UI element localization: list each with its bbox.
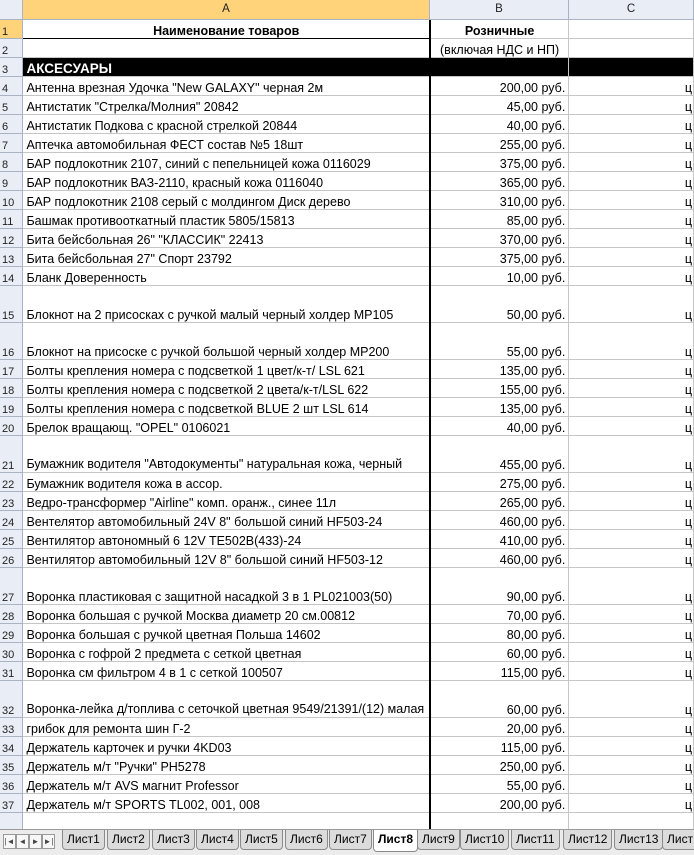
cell[interactable]: ц xyxy=(569,491,694,510)
table-row xyxy=(0,717,694,736)
cell[interactable]: ц xyxy=(569,567,694,604)
price-cell[interactable]: 60,00 руб. xyxy=(430,642,569,661)
cell[interactable]: ц xyxy=(569,755,694,774)
price-cell[interactable]: 200,00 руб. xyxy=(430,793,569,812)
row-header[interactable]: 18 xyxy=(0,378,23,397)
table-row xyxy=(0,491,694,510)
cell-grid[interactable] xyxy=(0,20,694,829)
first-sheet-icon[interactable]: |◄ xyxy=(3,834,16,849)
product-name-cell[interactable]: Башмак противооткатный пластик 5805/15813 xyxy=(23,209,430,228)
row-header[interactable]: 34 xyxy=(0,736,23,755)
price-cell[interactable]: 115,00 руб. xyxy=(430,736,569,755)
table-row xyxy=(0,76,694,95)
table-row xyxy=(0,529,694,548)
table-row xyxy=(0,472,694,491)
sheet-tab[interactable]: Лист12 xyxy=(563,830,612,850)
price-cell[interactable]: 135,00 руб. xyxy=(430,359,569,378)
cell[interactable]: ц xyxy=(569,114,694,133)
table-row xyxy=(0,680,694,717)
price-cell[interactable]: 40,00 руб. xyxy=(430,114,569,133)
product-name-cell[interactable]: Блокнот на 2 присосках с ручкой малый черный холдер MP105 xyxy=(23,285,430,322)
price-cell[interactable]: 55,00 руб. xyxy=(430,322,569,359)
price-cell[interactable]: 255,00 руб. xyxy=(430,133,569,152)
row-header[interactable]: 10 xyxy=(0,190,23,209)
product-name-cell[interactable]: Антистатик "Стрелка/Молния" 20842 xyxy=(23,95,430,114)
sheet-tab[interactable]: Лист10 xyxy=(460,830,509,850)
cell[interactable] xyxy=(23,38,430,57)
price-cell[interactable]: 20,00 руб. xyxy=(430,717,569,736)
price-cell[interactable]: 310,00 руб. xyxy=(430,190,569,209)
price-cell[interactable]: 45,00 руб. xyxy=(430,95,569,114)
table-row xyxy=(0,190,694,209)
price-cell[interactable]: 80,00 руб. xyxy=(430,623,569,642)
table-row xyxy=(0,247,694,266)
table-row xyxy=(0,322,694,359)
price-cell[interactable]: 375,00 руб. xyxy=(430,152,569,171)
section-title[interactable]: АКСЕСУАРЫ xyxy=(23,57,430,76)
row-header[interactable]: 3 xyxy=(0,57,23,76)
row-header[interactable]: 16 xyxy=(0,322,23,359)
product-name-cell[interactable]: Держатель м/т "Ручки" PH5278 xyxy=(23,755,430,774)
table-row xyxy=(0,285,694,322)
price-cell[interactable]: 40,00 руб. xyxy=(430,416,569,435)
cell[interactable]: ц xyxy=(569,548,694,567)
sheet-tab[interactable]: Лист2 xyxy=(107,830,150,850)
table-row xyxy=(0,228,694,247)
price-cell[interactable]: 265,00 руб. xyxy=(430,491,569,510)
row-header[interactable]: 32 xyxy=(0,680,23,717)
cell[interactable]: ц xyxy=(569,171,694,190)
row-header[interactable]: 1 xyxy=(0,20,23,38)
price-cell[interactable]: 455,00 руб. xyxy=(430,435,569,472)
price-cell[interactable]: 250,00 руб. xyxy=(430,755,569,774)
cell[interactable]: ц xyxy=(569,76,694,95)
product-name-cell[interactable]: Воронка см фильтром 4 в 1 с сеткой 100507 xyxy=(23,661,430,680)
table-row xyxy=(0,510,694,529)
cell[interactable]: ц xyxy=(569,247,694,266)
product-name-cell[interactable]: Бумажник водителя "Автодокументы" натуральная кожа, черный xyxy=(23,435,430,472)
product-name-cell[interactable]: Ведро-трансформер "Airline" комп. оранж., синее 11л xyxy=(23,491,430,510)
product-name-cell[interactable]: Держатель карточек и ручки 4KD03 xyxy=(23,736,430,755)
product-name-cell[interactable]: БАР подлокотник 2107, синий с пепельницей кожа 0116029 xyxy=(23,152,430,171)
row-header[interactable]: 33 xyxy=(0,717,23,736)
product-name-cell[interactable]: БАР подлокотник 2108 серый с молдингом Диск дерево xyxy=(23,190,430,209)
table-row xyxy=(0,378,694,397)
column-header-a[interactable]: A xyxy=(23,0,430,20)
table-row xyxy=(0,133,694,152)
row-header[interactable]: 8 xyxy=(0,152,23,171)
product-name-cell[interactable]: Болты крепления номера с подсветкой BLUE 2 шт LSL 614 xyxy=(23,397,430,416)
cell[interactable]: ц xyxy=(569,736,694,755)
product-name-cell[interactable]: Бита бейсбольная 26" "КЛАССИК" 22413 xyxy=(23,228,430,247)
table-row xyxy=(0,114,694,133)
sheet-tab[interactable]: Лист11 xyxy=(511,830,560,850)
cell[interactable]: ц xyxy=(569,228,694,247)
price-cell[interactable]: 370,00 руб. xyxy=(430,228,569,247)
price-cell[interactable]: 90,00 руб. xyxy=(430,567,569,604)
row-header[interactable]: 13 xyxy=(0,247,23,266)
table-row xyxy=(0,793,694,812)
product-name-cell[interactable]: Антенна врезная Удочка "New GALAXY" черная 2м xyxy=(23,76,430,95)
product-name-cell[interactable]: Воронка большая с ручкой Москва диаметр 20 см.00812 xyxy=(23,604,430,623)
sheet-tab[interactable]: Лист7 xyxy=(329,830,372,850)
table-row xyxy=(0,604,694,623)
cell[interactable]: ц xyxy=(569,472,694,491)
product-name-cell[interactable]: Бланк Доверенность xyxy=(23,266,430,285)
price-cell[interactable]: 85,00 руб. xyxy=(430,209,569,228)
cell[interactable]: ц xyxy=(569,642,694,661)
row-header[interactable] xyxy=(0,812,23,829)
price-cell[interactable]: 275,00 руб. xyxy=(430,472,569,491)
table-row xyxy=(0,755,694,774)
price-cell[interactable]: 460,00 руб. xyxy=(430,510,569,529)
sheet-tab[interactable]: Лист5 xyxy=(240,830,283,850)
table-row xyxy=(0,548,694,567)
cell[interactable]: ц xyxy=(569,322,694,359)
cell[interactable]: ц xyxy=(569,793,694,812)
row-header[interactable]: 26 xyxy=(0,548,23,567)
product-name-cell[interactable]: БАР подлокотник ВАЗ-2110, красный кожа 0116040 xyxy=(23,171,430,190)
cell[interactable]: ц xyxy=(569,680,694,717)
price-cell[interactable]: 55,00 руб. xyxy=(430,774,569,793)
price-cell[interactable]: 365,00 руб. xyxy=(430,171,569,190)
cell[interactable]: ц xyxy=(569,623,694,642)
last-sheet-icon[interactable]: ►| xyxy=(42,834,55,849)
product-name-cell[interactable]: Болты крепления номера с подсветкой 1 цвет/к-т/ LSL 621 xyxy=(23,359,430,378)
price-cell[interactable]: 60,00 руб. xyxy=(430,680,569,717)
cell[interactable] xyxy=(569,57,694,76)
table-row xyxy=(0,266,694,285)
sheet-tab[interactable]: Лист9 xyxy=(417,830,460,850)
cell[interactable]: ц xyxy=(569,416,694,435)
row-header[interactable]: 21 xyxy=(0,435,23,472)
price-cell[interactable]: 135,00 руб. xyxy=(430,397,569,416)
row-header[interactable]: 24 xyxy=(0,510,23,529)
cell[interactable]: ц xyxy=(569,397,694,416)
product-name-cell[interactable]: Антистатик Подкова с красной стрелкой 20844 xyxy=(23,114,430,133)
table-row xyxy=(0,95,694,114)
cell-header-name[interactable]: Наименование товаров xyxy=(23,20,430,38)
row-header[interactable]: 14 xyxy=(0,266,23,285)
table-row xyxy=(0,774,694,793)
cell[interactable]: ц xyxy=(569,604,694,623)
table-row xyxy=(0,812,694,829)
product-name-cell[interactable] xyxy=(23,812,430,829)
table-row xyxy=(0,359,694,378)
row-header[interactable]: 29 xyxy=(0,623,23,642)
cell[interactable]: ц xyxy=(569,774,694,793)
product-name-cell[interactable]: Держатель м/т SPORTS TL002, 001, 008 xyxy=(23,793,430,812)
product-name-cell[interactable]: Аптечка автомобильная ФЕСТ состав №5 18шт xyxy=(23,133,430,152)
cell[interactable]: ц xyxy=(569,529,694,548)
price-cell[interactable]: 155,00 руб. xyxy=(430,378,569,397)
product-name-cell[interactable]: Вентилятор автономный 6 12V TE502B(433)-24 xyxy=(23,529,430,548)
product-name-cell[interactable]: Вентелятор автомобильный 24V 8" большой синий HF503-24 xyxy=(23,510,430,529)
cell[interactable] xyxy=(569,38,694,57)
product-name-cell[interactable]: Воронка большая с ручкой цветная Польша 14602 xyxy=(23,623,430,642)
row-header[interactable]: 28 xyxy=(0,604,23,623)
sheet-tab[interactable]: Лист1 xyxy=(62,830,105,850)
cell[interactable]: ц xyxy=(569,285,694,322)
row-header[interactable]: 23 xyxy=(0,491,23,510)
next-sheet-icon[interactable]: ► xyxy=(29,834,42,849)
cell[interactable]: ц xyxy=(569,266,694,285)
table-row xyxy=(0,661,694,680)
product-name-cell[interactable]: Блокнот на присоске с ручкой большой черный холдер MP200 xyxy=(23,322,430,359)
table-row xyxy=(0,435,694,472)
table-row xyxy=(0,209,694,228)
column-header-b[interactable]: B xyxy=(430,0,569,20)
product-name-cell[interactable]: Воронка пластиковая с защитной насадкой 3 в 1 PL021003(50) xyxy=(23,567,430,604)
product-name-cell[interactable]: Вентилятор автомобильный 12V 8" большой синий HF503-12 xyxy=(23,548,430,567)
price-cell[interactable] xyxy=(430,812,569,829)
row-header[interactable]: 31 xyxy=(0,661,23,680)
cell-header-retail[interactable]: Розничные xyxy=(430,20,569,38)
sheet-tab[interactable]: Лист3 xyxy=(152,830,195,850)
price-cell[interactable]: 375,00 руб. xyxy=(430,247,569,266)
cell[interactable] xyxy=(569,812,694,829)
row-header[interactable]: 17 xyxy=(0,359,23,378)
product-name-cell[interactable]: Воронка-лейка д/топлива с сеточкой цветная 9549/21391/(12) малая xyxy=(23,680,430,717)
cell[interactable]: ц xyxy=(569,717,694,736)
table-row xyxy=(0,397,694,416)
row-header[interactable]: 19 xyxy=(0,397,23,416)
cell[interactable]: ц xyxy=(569,152,694,171)
table-row xyxy=(0,642,694,661)
sheet-tab[interactable]: Лист8 xyxy=(373,830,418,852)
row-header[interactable]: 35 xyxy=(0,755,23,774)
row-header[interactable]: 11 xyxy=(0,209,23,228)
product-name-cell[interactable]: Болты крепления номера с подсветкой 2 цвета/к-т/LSL 622 xyxy=(23,378,430,397)
table-row xyxy=(0,623,694,642)
product-name-cell[interactable]: Бумажник водителя кожа в ассор. xyxy=(23,472,430,491)
row-header[interactable]: 25 xyxy=(0,529,23,548)
product-name-cell[interactable]: Держатель м/т AVS магнит Professor xyxy=(23,774,430,793)
price-cell[interactable]: 410,00 руб. xyxy=(430,529,569,548)
table-row xyxy=(0,736,694,755)
price-cell[interactable]: 200,00 руб. xyxy=(430,76,569,95)
table-row xyxy=(0,171,694,190)
cell[interactable]: ц xyxy=(569,435,694,472)
row-header[interactable]: 12 xyxy=(0,228,23,247)
sheet-tab-bar xyxy=(0,829,694,855)
sheet-tab[interactable]: Лист xyxy=(662,830,694,850)
row-header[interactable]: 5 xyxy=(0,95,23,114)
column-header-c[interactable]: C xyxy=(569,0,694,20)
row-header[interactable]: 9 xyxy=(0,171,23,190)
sheet-tab[interactable]: Лист13 xyxy=(614,830,663,850)
price-cell[interactable]: 50,00 руб. xyxy=(430,285,569,322)
row-header[interactable]: 20 xyxy=(0,416,23,435)
table-row xyxy=(0,567,694,604)
row-header[interactable]: 2 xyxy=(0,38,23,57)
cell[interactable]: ц xyxy=(569,359,694,378)
cell[interactable]: ц xyxy=(569,510,694,529)
row-header[interactable]: 7 xyxy=(0,133,23,152)
cell[interactable]: ц xyxy=(569,133,694,152)
price-cell[interactable]: 10,00 руб. xyxy=(430,266,569,285)
sheet-tab[interactable]: Лист4 xyxy=(196,830,239,850)
select-all-corner[interactable] xyxy=(0,0,23,20)
cell[interactable]: ц xyxy=(569,190,694,209)
row-header[interactable]: 27 xyxy=(0,567,23,604)
cell[interactable]: ц xyxy=(569,95,694,114)
row-header[interactable]: 30 xyxy=(0,642,23,661)
product-name-cell[interactable]: Бита бейсбольная 27" Спорт 23792 xyxy=(23,247,430,266)
row-header[interactable]: 36 xyxy=(0,774,23,793)
product-name-cell[interactable]: грибок для ремонта шин Г-2 xyxy=(23,717,430,736)
cell[interactable]: ц xyxy=(569,661,694,680)
price-cell[interactable]: 115,00 руб. xyxy=(430,661,569,680)
price-cell[interactable]: 460,00 руб. xyxy=(430,548,569,567)
row-header[interactable]: 15 xyxy=(0,285,23,322)
cell[interactable]: ц xyxy=(569,209,694,228)
product-name-cell[interactable]: Брелок вращающ. "OPEL" 0106021 xyxy=(23,416,430,435)
sheet-tab[interactable]: Лист6 xyxy=(285,830,328,850)
cell[interactable] xyxy=(430,57,569,76)
price-cell[interactable]: 70,00 руб. xyxy=(430,604,569,623)
product-name-cell[interactable]: Воронка с гофрой 2 предмета с сеткой цветная xyxy=(23,642,430,661)
row-header[interactable]: 22 xyxy=(0,472,23,491)
cell-header-vat-note[interactable]: (включая НДС и НП) xyxy=(430,38,569,57)
cell[interactable]: ц xyxy=(569,378,694,397)
table-row xyxy=(0,416,694,435)
cell[interactable] xyxy=(569,20,694,38)
row-header[interactable]: 4 xyxy=(0,76,23,95)
row-header[interactable]: 37 xyxy=(0,793,23,812)
row-header[interactable]: 6 xyxy=(0,114,23,133)
prev-sheet-icon[interactable]: ◄ xyxy=(16,834,29,849)
table-row xyxy=(0,152,694,171)
